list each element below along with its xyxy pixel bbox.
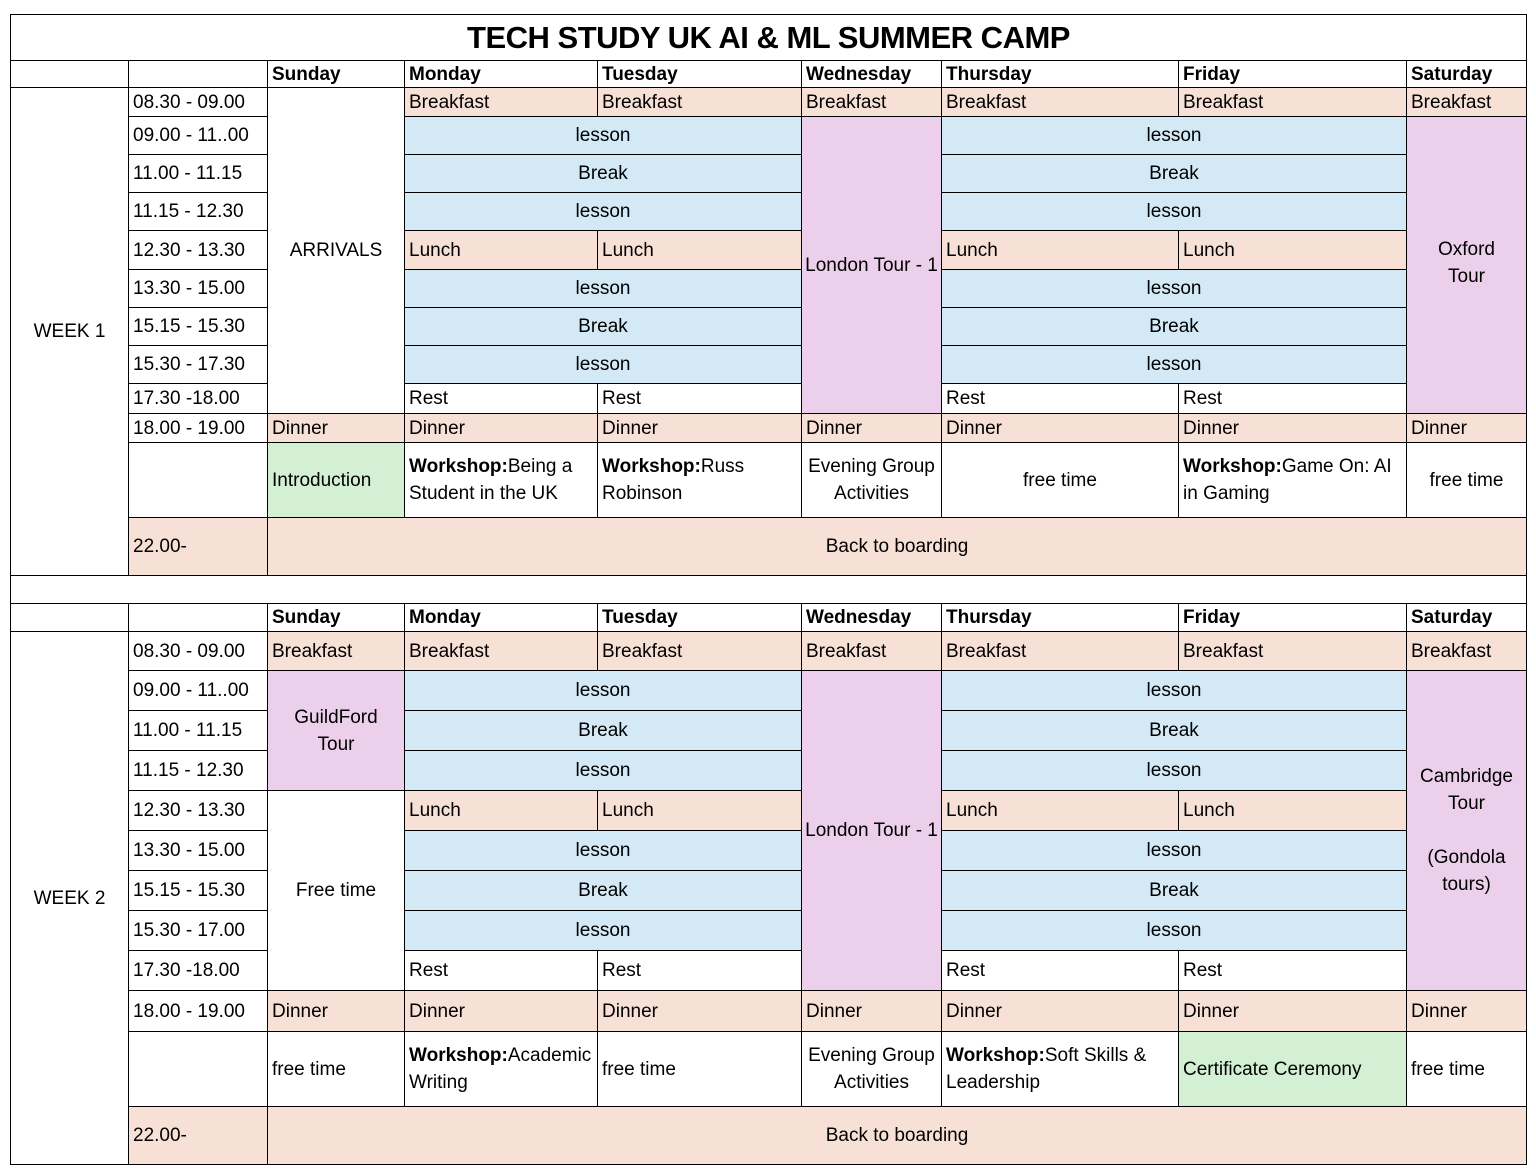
break-cell: Break	[404, 307, 802, 346]
time-slot: 15.30 - 17.30	[128, 345, 268, 384]
lunch-cell: Lunch	[597, 790, 802, 831]
lesson-cell: lesson	[404, 345, 802, 384]
time-slot: 15.30 - 17.00	[128, 910, 268, 951]
workshop-label: Workshop:	[602, 456, 701, 477]
time-slot: 22.00-	[128, 517, 268, 576]
workshop-cell	[597, 442, 802, 518]
time-slot	[128, 1031, 268, 1107]
lesson-cell: lesson	[404, 830, 802, 871]
day-header-saturday: Saturday	[1406, 60, 1527, 88]
lesson-cell: lesson	[404, 116, 802, 155]
rest-cell: Rest	[404, 950, 598, 991]
dinner-cell: Dinner	[941, 990, 1179, 1032]
break-cell: Break	[404, 154, 802, 193]
day-header-wednesday: Wednesday	[801, 603, 942, 632]
cambridge-tour-block-line: (Gondola	[1427, 847, 1506, 868]
free-time-cell: free time	[597, 1031, 802, 1107]
day-header-monday: Monday	[404, 60, 598, 88]
workshop-label: Workshop:	[409, 1045, 508, 1066]
lunch-cell: Lunch	[1178, 230, 1407, 270]
breakfast-cell: Breakfast	[801, 631, 942, 671]
breakfast-cell: Breakfast	[941, 87, 1179, 117]
lunch-cell: Lunch	[941, 230, 1179, 270]
workshop-cell-text	[409, 1042, 591, 1096]
dinner-cell: Dinner	[597, 413, 802, 443]
page-title: TECH STUDY UK AI & ML SUMMER CAMP	[10, 14, 1527, 61]
breakfast-cell: Breakfast	[404, 87, 598, 117]
oxford-tour-block	[1406, 116, 1527, 414]
guildford-tour-block-line: GuildFord	[294, 706, 378, 728]
workshop-cell-line: Robinson	[602, 483, 683, 504]
header-blank	[128, 603, 268, 632]
time-slot: 08.30 - 09.00	[128, 87, 268, 117]
dinner-cell: Dinner	[404, 990, 598, 1032]
free-time-cell: free time	[267, 1031, 405, 1107]
breakfast-cell: Breakfast	[941, 631, 1179, 671]
rest-cell: Rest	[1178, 950, 1407, 991]
day-header-monday: Monday	[404, 603, 598, 632]
london-tour-block: London Tour - 1	[801, 670, 942, 991]
time-slot: 22.00-	[128, 1106, 268, 1165]
time-slot: 18.00 - 19.00	[128, 990, 268, 1032]
workshop-cell-text	[1183, 453, 1392, 507]
london-tour-block: London Tour - 1	[801, 116, 942, 414]
day-header-friday: Friday	[1178, 603, 1407, 632]
week-separator	[10, 575, 1527, 604]
time-slot: 13.30 - 15.00	[128, 269, 268, 308]
workshop-title: Academic	[507, 1045, 592, 1066]
workshop-cell-line: in Gaming	[1183, 483, 1270, 504]
workshop-cell	[941, 1031, 1179, 1107]
rest-cell: Rest	[1178, 383, 1407, 414]
workshop-cell-line	[602, 453, 744, 480]
workshop-title: Being a	[507, 456, 573, 477]
workshop-cell-line: Writing	[409, 1072, 468, 1093]
free-time-cell: free time	[941, 442, 1179, 518]
arrivals-block: ARRIVALS	[267, 87, 405, 414]
day-header-tuesday: Tuesday	[597, 603, 802, 632]
header-blank	[128, 60, 268, 88]
breakfast-cell: Breakfast	[404, 631, 598, 671]
workshop-cell-line	[409, 1042, 591, 1069]
lesson-cell: lesson	[404, 910, 802, 951]
time-slot: 18.00 - 19.00	[128, 413, 268, 443]
rest-cell: Rest	[597, 950, 802, 991]
break-cell: Break	[404, 710, 802, 751]
breakfast-cell: Breakfast	[1406, 631, 1527, 671]
lesson-cell: lesson	[941, 192, 1407, 231]
dinner-cell: Dinner	[1406, 990, 1527, 1032]
lesson-cell: lesson	[404, 670, 802, 711]
free-time-cell: free time	[1406, 442, 1527, 518]
cambridge-tour-block-text	[1420, 763, 1513, 898]
cambridge-tour-block	[1406, 670, 1527, 991]
day-header-sunday: Sunday	[267, 603, 405, 632]
week-label: WEEK 1	[10, 87, 129, 576]
time-slot: 17.30 -18.00	[128, 950, 268, 991]
evening-activities-cell-text	[808, 1042, 935, 1096]
day-header-saturday: Saturday	[1406, 603, 1527, 632]
workshop-cell-line: Leadership	[946, 1072, 1041, 1093]
workshop-title: Russ	[700, 456, 745, 477]
dinner-cell: Dinner	[801, 413, 942, 443]
workshop-cell-line	[409, 453, 572, 480]
day-header-thursday: Thursday	[941, 60, 1179, 88]
workshop-cell-text	[602, 453, 744, 507]
time-slot: 11.00 - 11.15	[128, 710, 268, 751]
time-slot: 17.30 -18.00	[128, 383, 268, 414]
lesson-cell: lesson	[941, 750, 1407, 791]
cambridge-tour-block-line	[1420, 817, 1513, 844]
introduction-cell: Introduction	[267, 442, 405, 518]
certificate-ceremony-cell: Certificate Ceremony	[1178, 1031, 1407, 1107]
evening-activities-cell-line: Evening Group	[808, 1045, 935, 1066]
dinner-cell: Dinner	[1178, 413, 1407, 443]
rest-cell: Rest	[404, 383, 598, 414]
breakfast-cell: Breakfast	[1178, 87, 1407, 117]
workshop-cell	[1178, 442, 1407, 518]
time-slot: 11.00 - 11.15	[128, 154, 268, 193]
time-slot: 12.30 - 13.30	[128, 790, 268, 831]
time-slot: 09.00 - 11..00	[128, 116, 268, 155]
rest-cell: Rest	[941, 950, 1179, 991]
breakfast-cell: Breakfast	[1406, 87, 1527, 117]
lunch-cell: Lunch	[404, 230, 598, 270]
dinner-cell: Dinner	[1406, 413, 1527, 443]
breakfast-cell: Breakfast	[801, 87, 942, 117]
day-header-sunday: Sunday	[267, 60, 405, 88]
day-header-wednesday: Wednesday	[801, 60, 942, 88]
workshop-label: Workshop:	[1183, 456, 1282, 477]
header-blank	[10, 60, 129, 88]
lesson-cell: lesson	[404, 192, 802, 231]
rest-cell: Rest	[597, 383, 802, 414]
break-cell: Break	[941, 870, 1407, 911]
lunch-cell: Lunch	[597, 230, 802, 270]
breakfast-cell: Breakfast	[597, 631, 802, 671]
lesson-cell: lesson	[404, 750, 802, 791]
day-header-friday: Friday	[1178, 60, 1407, 88]
workshop-cell	[404, 1031, 598, 1107]
cambridge-tour-block-line: Tour	[1448, 793, 1485, 814]
lesson-cell: lesson	[941, 345, 1407, 384]
breakfast-cell: Breakfast	[597, 87, 802, 117]
dinner-cell: Dinner	[267, 413, 405, 443]
workshop-title: Game On: AI	[1281, 456, 1392, 477]
time-slot: 09.00 - 11..00	[128, 670, 268, 711]
lesson-cell: lesson	[941, 269, 1407, 308]
break-cell: Break	[941, 154, 1407, 193]
cambridge-tour-block-line: tours)	[1442, 874, 1491, 895]
free-time-cell: free time	[1406, 1031, 1527, 1107]
dinner-cell: Dinner	[941, 413, 1179, 443]
break-cell: Break	[941, 710, 1407, 751]
time-slot: 13.30 - 15.00	[128, 830, 268, 871]
sunday-free-time-block: Free time	[267, 790, 405, 991]
evening-activities-cell	[801, 1031, 942, 1107]
oxford-tour-block-line: Oxford	[1437, 239, 1496, 260]
dinner-cell: Dinner	[1178, 990, 1407, 1032]
dinner-cell: Dinner	[597, 990, 802, 1032]
workshop-cell-text	[946, 1042, 1146, 1096]
lesson-cell: lesson	[941, 910, 1407, 951]
week-label: WEEK 2	[10, 631, 129, 1165]
time-slot: 11.15 - 12.30	[128, 750, 268, 791]
lunch-cell: Lunch	[941, 790, 1179, 831]
breakfast-cell: Breakfast	[1178, 631, 1407, 671]
guildford-tour-block-line: Tour	[317, 733, 355, 755]
day-header-tuesday: Tuesday	[597, 60, 802, 88]
lunch-cell: Lunch	[1178, 790, 1407, 831]
lesson-cell: lesson	[941, 670, 1407, 711]
workshop-cell-line	[1183, 453, 1392, 480]
day-header-thursday: Thursday	[941, 603, 1179, 632]
time-slot: 15.15 - 15.30	[128, 870, 268, 911]
break-cell: Break	[404, 870, 802, 911]
back-to-boarding-cell: Back to boarding	[267, 517, 1527, 576]
workshop-title: Soft Skills &	[1044, 1045, 1147, 1066]
evening-activities-cell	[801, 442, 942, 518]
time-slot: 12.30 - 13.30	[128, 230, 268, 270]
dinner-cell: Dinner	[404, 413, 598, 443]
time-slot	[128, 442, 268, 518]
time-slot: 08.30 - 09.00	[128, 631, 268, 671]
dinner-cell: Dinner	[801, 990, 942, 1032]
lesson-cell: lesson	[941, 830, 1407, 871]
time-slot: 11.15 - 12.30	[128, 192, 268, 231]
workshop-cell-line: Student in the UK	[409, 483, 558, 504]
workshop-label: Workshop:	[946, 1045, 1045, 1066]
evening-activities-cell-line: Evening Group	[808, 456, 935, 477]
back-to-boarding-cell: Back to boarding	[267, 1106, 1527, 1165]
evening-activities-cell-text	[808, 453, 935, 507]
lesson-cell: lesson	[941, 116, 1407, 155]
evening-activities-cell-line: Activities	[834, 483, 909, 504]
breakfast-cell: Breakfast	[267, 631, 405, 671]
dinner-cell: Dinner	[267, 990, 405, 1032]
workshop-cell	[404, 442, 598, 518]
rest-cell: Rest	[941, 383, 1179, 414]
workshop-cell-line	[946, 1042, 1146, 1069]
workshop-cell-text	[409, 453, 572, 507]
guildford-tour-block	[267, 670, 405, 791]
header-blank	[10, 603, 129, 632]
evening-activities-cell-line: Activities	[834, 1072, 909, 1093]
oxford-tour-block-line: Tour	[1448, 266, 1485, 287]
workshop-label: Workshop:	[409, 456, 508, 477]
cambridge-tour-block-line: Cambridge	[1420, 766, 1513, 787]
oxford-tour-block-text	[1438, 236, 1495, 290]
guildford-tour-block-text	[294, 704, 377, 758]
time-slot: 15.15 - 15.30	[128, 307, 268, 346]
lunch-cell: Lunch	[404, 790, 598, 831]
lesson-cell: lesson	[404, 269, 802, 308]
break-cell: Break	[941, 307, 1407, 346]
